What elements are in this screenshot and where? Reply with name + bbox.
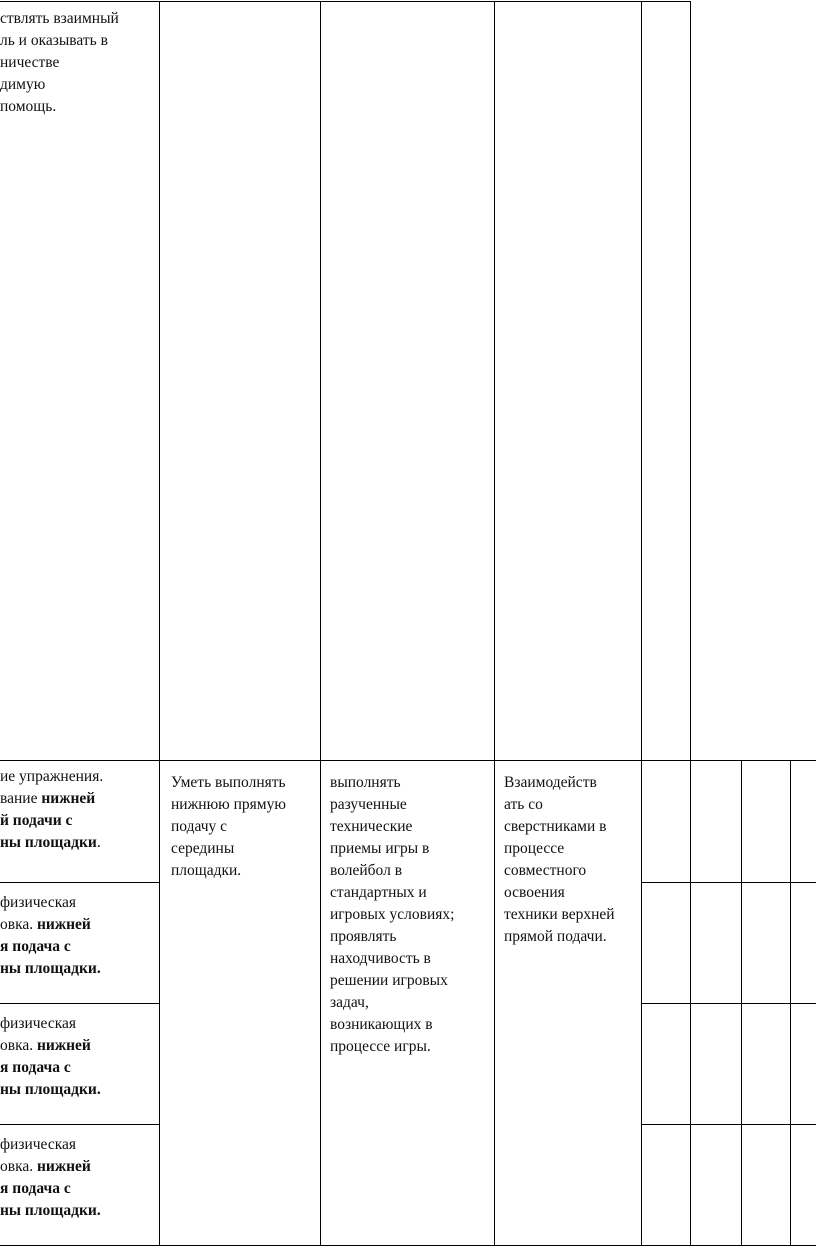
- meta-line: технические: [330, 818, 413, 835]
- bottom-table-divider-1: [159, 760, 160, 1246]
- lesson-line: ны площадки.: [0, 1081, 101, 1098]
- lesson-row-1-text: [0, 766, 103, 854]
- top-row-line: ничестве: [0, 54, 60, 71]
- personal-results-text: [504, 772, 615, 948]
- subject-line: Уметь выполнять: [171, 774, 286, 791]
- lesson-line: физическая: [0, 1015, 77, 1032]
- meta-line: игровых условиях;: [330, 906, 455, 923]
- top-row-col1-text: [0, 8, 119, 118]
- meta-line: проявлять: [330, 928, 397, 945]
- meta-line: приемы игры в: [330, 840, 430, 857]
- subject-line: подачу с: [171, 818, 228, 835]
- row-separator-3-left: [0, 1124, 159, 1125]
- personal-line: техники верхней: [504, 906, 615, 923]
- top-table-divider-3: [494, 1, 495, 760]
- top-row-line: ль и оказывать в: [0, 32, 108, 49]
- row-separator-2-left: [0, 1003, 159, 1004]
- top-table-divider-1: [159, 1, 160, 760]
- lesson-line: овка. нижней: [0, 1158, 91, 1175]
- meta-line: волейбол в: [330, 862, 403, 879]
- top-table-divider-2: [320, 1, 321, 760]
- meta-line: разученные: [330, 796, 407, 813]
- table-separator: [0, 760, 816, 761]
- personal-line: совместного: [504, 862, 587, 879]
- row-separator-3-right: [641, 1124, 816, 1125]
- personal-line: процессе: [504, 840, 565, 857]
- meta-line: решении игровых: [330, 972, 448, 989]
- subject-results-text: [171, 772, 286, 882]
- lesson-line: вание нижней: [0, 790, 96, 807]
- personal-line: освоения: [504, 884, 565, 901]
- personal-line: Взаимодейств: [504, 774, 597, 791]
- subject-line: площадки.: [171, 862, 242, 879]
- lesson-line: ны площадки.: [0, 1202, 101, 1219]
- row-separator-1-right: [641, 882, 816, 883]
- bottom-table-divider-2: [320, 760, 321, 1246]
- lesson-line: й подачи с: [0, 812, 73, 829]
- meta-line: возникающих в: [330, 1016, 433, 1033]
- personal-line: прямой подачи.: [504, 928, 607, 945]
- lesson-line: физическая: [0, 894, 77, 911]
- bottom-table-divider-3: [494, 760, 495, 1246]
- top-table-border-top: [0, 1, 691, 2]
- lesson-line: физическая: [0, 1136, 77, 1153]
- row-separator-2-right: [641, 1003, 816, 1004]
- lesson-line: ие упражнения.: [0, 768, 104, 785]
- lesson-line: ны площадки.: [0, 960, 101, 977]
- meta-results-text: [330, 772, 454, 1058]
- subject-line: нижнюю прямую: [171, 796, 286, 813]
- lesson-line: я подача с: [0, 1180, 71, 1197]
- meta-line: выполнять: [330, 774, 401, 791]
- row-separator-1-left: [0, 882, 159, 883]
- lesson-line: я подача с: [0, 938, 71, 955]
- lesson-row-2-text: [0, 892, 101, 980]
- personal-line: ать со: [504, 796, 543, 813]
- lesson-row-3-text: [0, 1013, 101, 1101]
- subject-line: середины: [171, 840, 235, 857]
- top-row-line: ствлять взаимный: [0, 10, 119, 27]
- meta-line: стандартных и: [330, 884, 427, 901]
- meta-line: процессе игры.: [330, 1038, 431, 1055]
- lesson-row-4-text: [0, 1134, 101, 1222]
- top-table-divider-5: [690, 1, 691, 760]
- lesson-line: овка. нижней: [0, 916, 91, 933]
- lesson-line: я подача с: [0, 1059, 71, 1076]
- personal-line: сверстниками в: [504, 818, 607, 835]
- top-row-line: димую: [0, 76, 46, 93]
- top-table-divider-4: [641, 1, 642, 760]
- lesson-line: ны площадки.: [0, 834, 101, 851]
- lesson-line: овка. нижней: [0, 1037, 91, 1054]
- bottom-table-border: [0, 1245, 816, 1246]
- meta-line: находчивость в: [330, 950, 431, 967]
- top-row-line: помощь.: [0, 98, 57, 115]
- meta-line: задач,: [330, 994, 369, 1011]
